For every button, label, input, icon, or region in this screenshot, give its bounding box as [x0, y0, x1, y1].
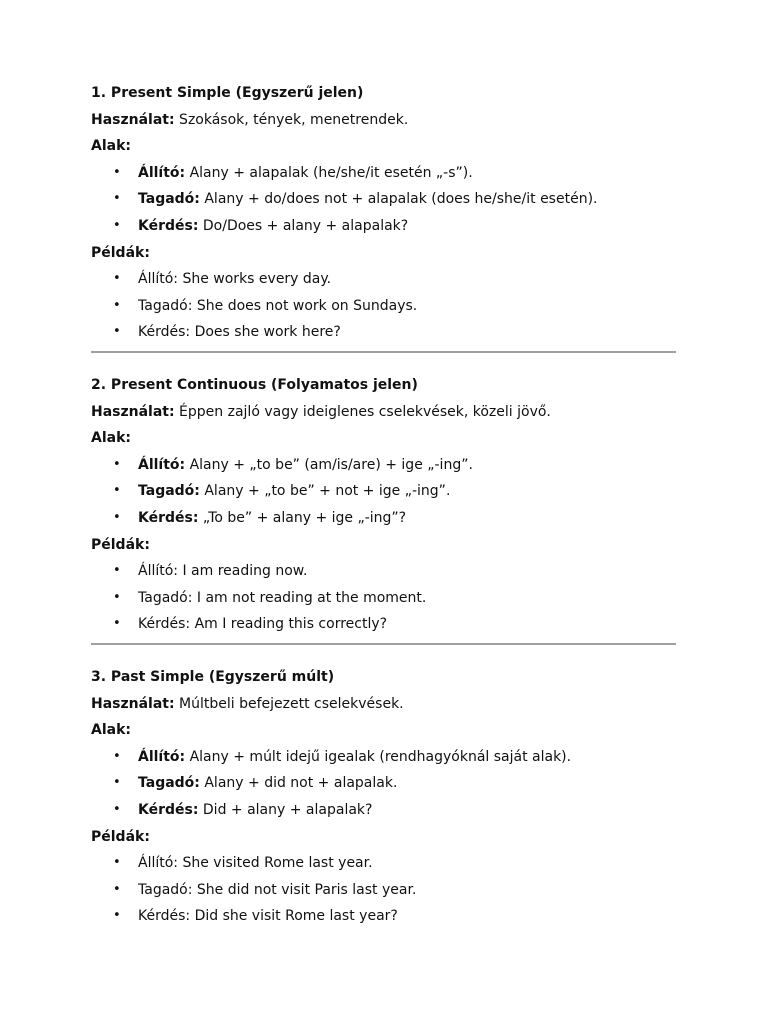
form-term: Állító: — [138, 164, 186, 181]
usage-label: Használat: — [91, 111, 175, 128]
bullet-icon: • — [113, 271, 121, 287]
form-item-negative — [91, 482, 676, 509]
bullet-icon: • — [113, 509, 121, 525]
examples-list — [91, 854, 676, 934]
form-item-question — [91, 509, 676, 536]
form-text: Alany + „to be” (am/is/are) + ige „-ing”. — [185, 456, 473, 473]
form-term: Kérdés: — [138, 217, 199, 234]
bullet-icon: • — [113, 855, 121, 871]
example-text: Tagadó: I am not reading at the moment. — [138, 589, 427, 606]
example-item — [91, 854, 676, 881]
section-title: 1. Present Simple (Egyszerű jelen) — [91, 85, 364, 101]
examples-label: Példák: — [91, 828, 150, 845]
section-divider — [91, 643, 676, 645]
form-item-negative — [91, 190, 676, 217]
form-item-affirmative — [91, 748, 676, 775]
examples-label: Példák: — [91, 536, 150, 553]
bullet-icon: • — [113, 191, 121, 207]
examples-label: Példák: — [91, 244, 150, 261]
usage-label: Használat: — [91, 403, 175, 420]
bullet-icon: • — [113, 324, 121, 340]
bullet-icon: • — [113, 563, 121, 579]
form-term: Tagadó: — [138, 191, 200, 208]
form-label: Alak: — [91, 722, 131, 739]
form-text: Alany + do/does not + alapalak (does he/she/it esetén). — [199, 191, 598, 208]
form-text: Did + alany + alapalak? — [198, 801, 373, 818]
form-term: Tagadó: — [138, 483, 200, 500]
example-text: Állító: She works every day. — [138, 271, 332, 288]
usage-text: Szokások, tények, menetrendek. — [174, 111, 409, 128]
example-text: Tagadó: She did not visit Paris last year. — [138, 881, 417, 898]
form-term: Kérdés: — [138, 801, 199, 818]
example-item — [91, 907, 676, 934]
example-text: Kérdés: Does she work here? — [138, 324, 341, 341]
form-text: Alany + did not + alapalak. — [199, 775, 398, 792]
usage-text: Éppen zajló vagy ideiglenes cselekvések, közeli jövő. — [174, 403, 551, 420]
form-term: Tagadó: — [138, 775, 200, 792]
form-term: Állító: — [138, 748, 186, 765]
form-list — [91, 456, 676, 536]
bullet-icon: • — [113, 616, 121, 632]
form-term: Állító: — [138, 456, 186, 473]
section-title: 3. Past Simple (Egyszerű múlt) — [91, 669, 335, 685]
form-item-affirmative — [91, 164, 676, 191]
form-text: „To be” + alany + ige „-ing”? — [198, 509, 407, 526]
form-text: Alany + alapalak (he/she/it esetén „-s”). — [185, 164, 473, 181]
section-past-simple — [91, 668, 676, 934]
examples-list — [91, 562, 676, 642]
usage-text: Múltbeli befejezett cselekvések. — [174, 695, 404, 712]
form-item-question — [91, 217, 676, 244]
form-item-negative — [91, 774, 676, 801]
section-title: 2. Present Continuous (Folyamatos jelen) — [91, 377, 418, 393]
example-text: Állító: She visited Rome last year. — [138, 855, 373, 872]
bullet-icon: • — [113, 775, 121, 791]
usage-line — [91, 111, 676, 138]
example-item — [91, 881, 676, 908]
form-label: Alak: — [91, 430, 131, 447]
example-text: Tagadó: She does not work on Sundays. — [138, 297, 418, 314]
bullet-icon: • — [113, 164, 121, 180]
example-item — [91, 297, 676, 324]
section-divider — [91, 351, 676, 353]
form-list — [91, 164, 676, 244]
usage-line — [91, 695, 676, 722]
form-item-affirmative — [91, 456, 676, 483]
bullet-icon: • — [113, 908, 121, 924]
example-text: Kérdés: Did she visit Rome last year? — [138, 908, 398, 925]
form-item-question — [91, 801, 676, 828]
example-item — [91, 589, 676, 616]
bullet-icon: • — [113, 589, 121, 605]
form-text: Do/Does + alany + alapalak? — [198, 217, 409, 234]
bullet-icon: • — [113, 801, 121, 817]
example-item — [91, 323, 676, 350]
section-present-simple — [91, 84, 676, 350]
bullet-icon: • — [113, 483, 121, 499]
example-text: Kérdés: Am I reading this correctly? — [138, 616, 388, 633]
bullet-icon: • — [113, 217, 121, 233]
bullet-icon: • — [113, 748, 121, 764]
form-term: Kérdés: — [138, 509, 199, 526]
bullet-icon: • — [113, 456, 121, 472]
usage-line — [91, 403, 676, 430]
examples-list — [91, 270, 676, 350]
bullet-icon: • — [113, 881, 121, 897]
form-list — [91, 748, 676, 828]
section-present-continuous — [91, 376, 676, 642]
example-item — [91, 615, 676, 642]
form-label: Alak: — [91, 138, 131, 155]
usage-label: Használat: — [91, 695, 175, 712]
example-item — [91, 270, 676, 297]
example-item — [91, 562, 676, 589]
form-text: Alany + „to be” + not + ige „-ing”. — [199, 483, 451, 500]
form-text: Alany + múlt idejű igealak (rendhagyóknál saját alak). — [185, 748, 572, 765]
bullet-icon: • — [113, 297, 121, 313]
example-text: Állító: I am reading now. — [138, 563, 308, 580]
